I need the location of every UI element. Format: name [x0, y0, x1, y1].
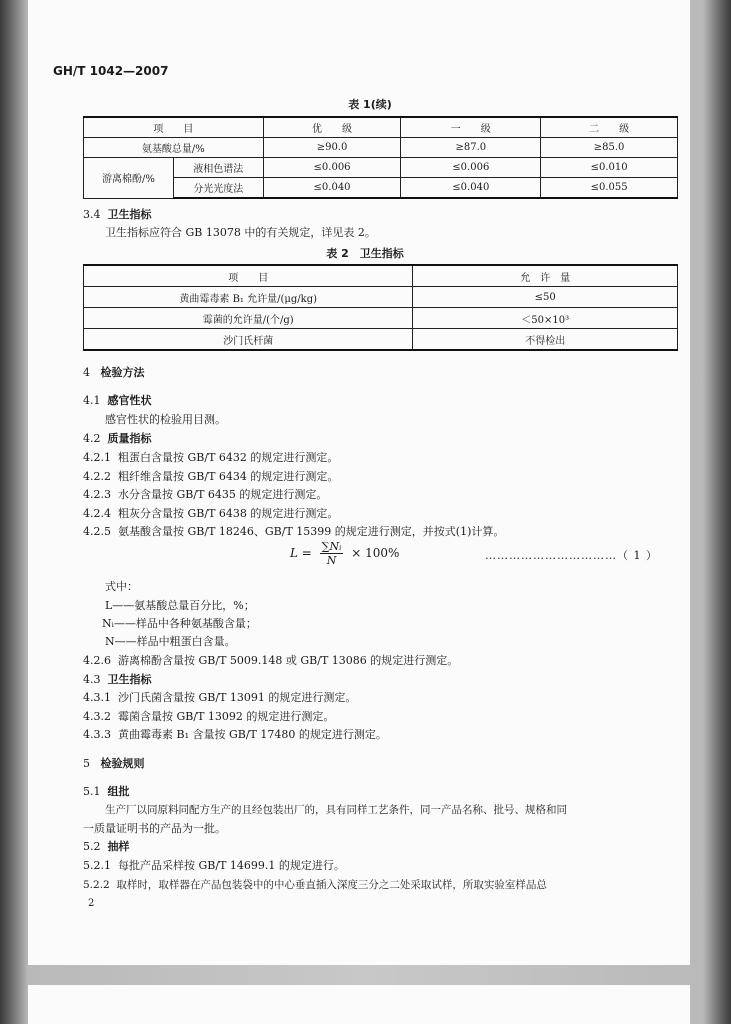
clause-5-2-1	[83, 859, 345, 873]
table-cell: 黄曲霉毒素 B₁ 允许量/(μg/kg)	[84, 287, 413, 308]
clause-number: 4.2.6	[83, 654, 111, 667]
table-cell: ≤0.040	[401, 178, 541, 199]
table-cell: ≥87.0	[401, 138, 541, 158]
clause-text: 取样时，取样器在产品包装袋中的中心垂直插入深度三分之二处采取试样，所取实验室样品总	[116, 879, 547, 891]
section-title: 检验方法	[100, 366, 145, 379]
table1-col-grade-1: 一 级	[401, 117, 541, 138]
section-title: 检验规则	[100, 757, 145, 770]
table-cell: ≤0.055	[541, 178, 678, 199]
table-row	[84, 158, 678, 178]
table-cell: ≥85.0	[541, 138, 678, 158]
section-5-1-text-line1: 生产厂以同原料同配方生产的且经包装出厂的，具有同样工艺条件，同一产品名称、批号、规格和同	[105, 804, 567, 816]
section-title: 卫生指标	[107, 208, 152, 221]
clause-text: 粗灰分含量按 GB/T 6438 的规定进行测定。	[118, 507, 339, 520]
clause-number: 4.3.1	[83, 691, 111, 704]
table-cell: ≤0.006	[263, 158, 401, 178]
section-5-heading	[83, 757, 145, 771]
section-number: 5	[83, 757, 90, 770]
where-item: Nᵢ——样品中各种氨基酸含量；	[102, 617, 257, 630]
table-row	[84, 178, 678, 199]
clause-number: 5.2.2	[83, 879, 110, 891]
table2	[83, 264, 678, 351]
section-title: 卫生指标	[107, 673, 152, 686]
clause-text: 粗蛋白含量按 GB/T 6432 的规定进行测定。	[118, 451, 339, 464]
formula-1	[290, 540, 399, 567]
section-4-1-heading	[83, 394, 152, 408]
table-cell: ≤0.010	[541, 158, 678, 178]
table-cell: 分光光度法	[173, 178, 263, 199]
section-number: 4.1	[83, 394, 101, 407]
standard-header: GH/T 1042—2007	[53, 64, 169, 78]
table-row	[84, 329, 678, 351]
table2-col-limit: 允 许 量	[413, 265, 678, 287]
table-row	[84, 138, 678, 158]
section-4-3-heading	[83, 673, 152, 687]
page-number: 2	[88, 898, 95, 909]
table-cell: 氨基酸总量/%	[84, 138, 264, 158]
table-cell: 霉菌的允许量/(个/g)	[84, 308, 413, 329]
clause-4-2-2	[83, 470, 338, 484]
section-5-1-heading	[83, 785, 130, 799]
table1	[83, 116, 678, 199]
clause-text: 沙门氏菌含量按 GB/T 13091 的规定进行测定。	[118, 691, 357, 704]
clause-4-2-5	[83, 525, 504, 539]
clause-number: 4.3.3	[83, 728, 111, 741]
clause-text: 游离棉酚含量按 GB/T 5009.148 或 GB/T 13086 的规定进行测定。	[118, 654, 459, 667]
formula-fraction	[320, 540, 344, 567]
clause-number: 4.2.3	[83, 488, 111, 501]
formula-numerator: ∑Nᵢ	[321, 540, 342, 553]
formula-lhs: L =	[290, 546, 312, 560]
table-cell: ≤0.040	[263, 178, 401, 199]
clause-number: 4.2.5	[83, 525, 111, 538]
clause-4-2-3	[83, 488, 327, 502]
clause-4-2-1	[83, 451, 338, 465]
table-cell: ≥90.0	[263, 138, 401, 158]
clause-text: 黄曲霉毒素 B₁ 含量按 GB/T 17480 的规定进行测定。	[118, 728, 387, 741]
clause-4-3-1	[83, 691, 356, 705]
clause-number: 4.2.4	[83, 507, 111, 520]
clause-number: 4.3.2	[83, 710, 111, 723]
where-label: 式中：	[105, 580, 138, 593]
table-cell: 液相色谱法	[173, 158, 263, 178]
clause-text: 霉菌含量按 GB/T 13092 的规定进行测定。	[118, 710, 335, 723]
section-4-2-heading	[83, 432, 152, 446]
clause-4-3-2	[83, 710, 334, 724]
section-title: 质量指标	[107, 432, 152, 445]
table2-col-item: 项 目	[84, 265, 413, 287]
formula-rhs: × 100%	[351, 546, 400, 560]
where-item: L——氨基酸总量百分比，%；	[105, 599, 255, 612]
clause-text: 每批产品采样按 GB/T 14699.1 的规定进行。	[118, 859, 345, 872]
section-3-4-text: 卫生指标应符合 GB 13078 中的有关规定，详见表 2。	[105, 226, 376, 239]
clause-4-3-3	[83, 728, 387, 742]
clause-text: 氨基酸含量按 GB/T 18246、GB/T 15399 的规定进行测定，并按式(1)计算。	[118, 525, 505, 538]
table-cell: ≤50	[413, 287, 678, 308]
clause-text: 粗纤维含量按 GB/T 6434 的规定进行测定。	[118, 470, 339, 483]
clause-number: 4.2.2	[83, 470, 111, 483]
table-row	[84, 308, 678, 329]
section-title: 抽样	[107, 840, 130, 853]
table1-header-row	[84, 117, 678, 138]
table-row	[84, 287, 678, 308]
table2-caption: 表 2 卫生指标	[326, 247, 404, 260]
section-number: 4.2	[83, 432, 101, 445]
section-number: 4.3	[83, 673, 101, 686]
section-title: 组批	[107, 785, 130, 798]
table-cell: 不得检出	[413, 329, 678, 351]
clause-number: 5.2.1	[83, 859, 111, 872]
section-number: 5.1	[83, 785, 101, 798]
formula-number: ……………………………（ 1 ）	[485, 549, 658, 562]
section-title: 感官性状	[107, 394, 152, 407]
table1-col-grade-2: 二 级	[541, 117, 678, 138]
section-number: 3.4	[83, 208, 101, 221]
table-cell: 游离棉酚/%	[84, 158, 174, 199]
clause-4-2-6	[83, 654, 458, 668]
clause-5-2-2	[83, 878, 547, 892]
table1-col-grade-a: 优 级	[263, 117, 401, 138]
section-4-1-text: 感官性状的检验用目测。	[105, 413, 226, 426]
clause-number: 4.2.1	[83, 451, 111, 464]
table2-header-row	[84, 265, 678, 287]
table-cell: ≤0.006	[401, 158, 541, 178]
next-page-edge	[28, 985, 690, 1024]
section-3-4-heading	[83, 208, 152, 222]
table-cell: ＜50×10³	[413, 308, 678, 329]
table1-col-item: 项 目	[84, 117, 264, 138]
section-4-heading	[83, 366, 145, 380]
section-number: 4	[83, 366, 90, 379]
section-5-1-text-line2: 一质量证明书的产品为一批。	[83, 822, 226, 835]
where-item: N——样品中粗蛋白含量。	[105, 635, 236, 648]
clause-text: 水分含量按 GB/T 6435 的规定进行测定。	[118, 488, 328, 501]
formula-denominator: N	[326, 554, 337, 567]
section-number: 5.2	[83, 840, 101, 853]
table-cell: 沙门氏杆菌	[84, 329, 413, 351]
clause-4-2-4	[83, 507, 338, 521]
section-5-2-heading	[83, 840, 130, 854]
table1-caption: 表 1(续)	[348, 98, 392, 111]
